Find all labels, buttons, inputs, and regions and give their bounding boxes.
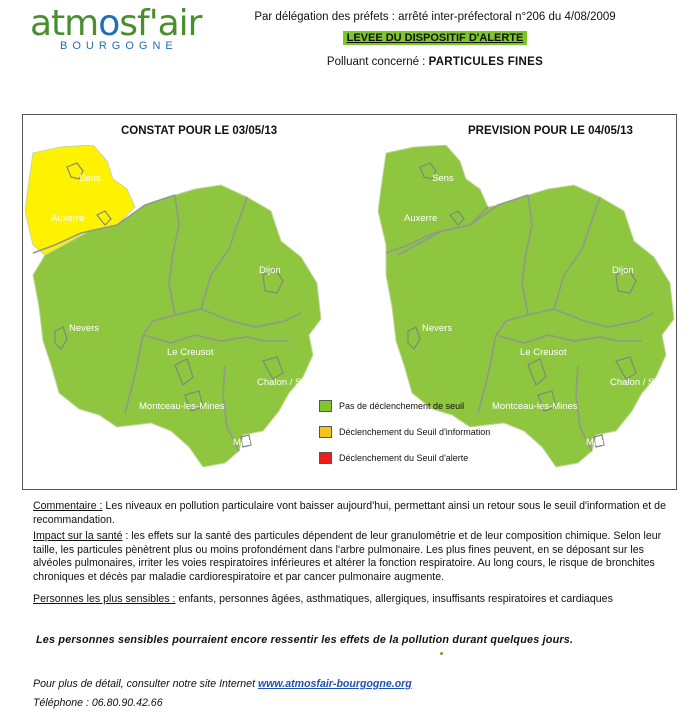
status-banner [215, 32, 655, 44]
observation-map-title: CONSTAT POUR LE 03/05/13 [121, 125, 278, 137]
city-label-auxerre: Auxerre [404, 213, 438, 224]
impact-label: Impact sur la santé [33, 530, 123, 542]
detail-line: Pour plus de détail, consulter notre site Internet www.atmosfair-bourgogne.org [33, 678, 412, 690]
pollutant-value: PARTICULES FINES [428, 56, 544, 68]
legend-swatch-red [319, 452, 332, 464]
forecast-map-title: PREVISION POUR LE 04/05/13 [468, 125, 633, 137]
sensitive-warning: Les personnes sensibles pourraient encore ressentir les effets de la pollution durant quelques jours. [36, 634, 574, 646]
sensibles-label: Personnes les plus sensibles : [33, 593, 176, 605]
city-label-chalon: Chalon / Saône [257, 377, 323, 388]
city-label-macon: Mâcon [233, 437, 262, 448]
website-link[interactable]: www.atmosfair-bourgogne.org [257, 678, 412, 690]
city-label-montceau: Montceau-les-Mines [492, 401, 578, 412]
phone-line: Téléphone : 06.80.90.42.66 [33, 697, 163, 709]
status-label: LEVEE DU DISPOSITIF D'ALERTE [343, 31, 528, 45]
health-impact-paragraph: Impact sur la santé : les effets sur la santé des particules dépendent de leur granulométrie et de leur composition chimique. Selon leur taille, les particules pènètrent plus ou moins profondément dans l'arbre pulmonaire. Les plus fines peuvent, en se déposant sur les alvéoles pulmonaires, irriter les voies respiratoires inférieures et altérer la fonction respiratoire. Au long cours, le risque de bronchites chroniques et décès par maladie cardiorespiratoire et par cancer pulmonaire augmente. [33, 530, 662, 583]
pollutant-line: Polluant concerné : PARTICULES FINES [326, 56, 544, 68]
legend-swatch-green [319, 400, 332, 412]
logo-wordmark: atmosf'air [30, 3, 202, 44]
city-label-auxerre: Auxerre [51, 213, 85, 224]
decorative-dot [440, 652, 443, 655]
city-label-dijon: Dijon [612, 265, 634, 276]
comment-label: Commentaire : [33, 500, 103, 512]
city-label-macon: Mâcon [586, 437, 615, 448]
atmosfair-logo [30, 3, 220, 54]
observation-map [25, 145, 325, 485]
sensitive-people-paragraph: Personnes les plus sensibles : enfants, personnes âgées, asthmatiques, allergiques, insuffisants respiratoires et cardiaques [33, 593, 613, 605]
legend-swatch-yellow [319, 426, 332, 438]
delegation-line: Par délégation des préfets : arrêté inter-préfectoral n°206 du 4/08/2009 [254, 11, 616, 23]
city-label-chalon: Chalon / Saône [610, 377, 676, 388]
city-label-nevers: Nevers [69, 323, 100, 334]
map-panel: CONSTAT POUR LE 03/05/13 PREVISION POUR LE 04/05/13 Sens Auxerre Dijon Nevers Le Creusot Chalon / Saône Montceau-les-Mines Mâcon Sens Auxerre Dijon Nevers Le Creusot Chalon / Saône Montceau-les-Mines Mâcon Pas de déclenchement de seuil Déclenchement du Seuil d'information Déclenchement du Seuil d'alerte [22, 114, 677, 490]
comment-paragraph: Commentaire : Les niveaux en pollution particulaire vont baisser aujourd'hui, permettant ainsi un retour sous le seuil d'information et de recommandation. [33, 500, 666, 526]
logo-subtitle: BOURGOGNE [60, 40, 178, 52]
city-label-le-creusot: Le Creusot [520, 347, 567, 358]
city-label-montceau: Montceau-les-Mines [139, 401, 225, 412]
city-label-le-creusot: Le Creusot [167, 347, 214, 358]
city-label-dijon: Dijon [259, 265, 281, 276]
city-label-sens: Sens [79, 173, 101, 184]
city-label-sens: Sens [432, 173, 454, 184]
city-label-nevers: Nevers [422, 323, 453, 334]
